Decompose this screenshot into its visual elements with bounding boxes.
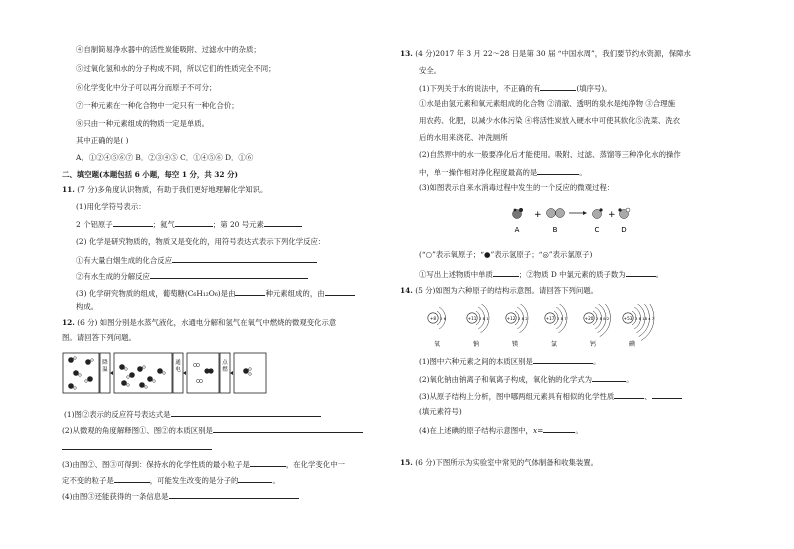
nucleus-charge: +20	[584, 315, 594, 321]
q10-option-4: ④自制简易净水器中的活性炭能吸附、过滤水中的杂质；	[76, 45, 261, 54]
q13-part1	[419, 82, 612, 94]
q14-part3-blank-1[interactable]	[614, 390, 644, 399]
q13-legend: (“○”表示氧原子；“●”表示氢原子；“◎”表示氯原子)	[419, 250, 593, 259]
q11-symbols-line	[76, 218, 302, 230]
q14-part4-label: (4)在上述碘的原子结构示意图中，	[419, 426, 533, 435]
electron-counts: 2 8 18 x 7	[635, 315, 655, 321]
svg-text:+: +	[534, 210, 542, 220]
q13-part2-cont-label: 中，单一操作相对净化程度最高的是	[419, 168, 538, 177]
q13-stem-cont: 安全。	[419, 66, 442, 75]
q14-part1-blank[interactable]	[533, 355, 593, 364]
q12-stem-text: (6 分) 如图分别是水蒸气液化，水通电分解和氢气在氧气中燃烧的微观变化示意	[77, 318, 337, 327]
atom-diagram-2	[467, 304, 489, 348]
q13-part1-hint: (填序号)。	[576, 84, 612, 93]
q14-part3-label: (3)从原子结构上分析，图中哪两组元素具有相似的化学性质	[419, 392, 615, 401]
q12-part1-label: (1)图②表示的反应符号表达式是	[64, 410, 171, 419]
q11-he-label: ；氦气	[152, 220, 175, 229]
q12-smallest-particle-blank[interactable]	[250, 458, 286, 467]
q14-part2-blank[interactable]	[592, 373, 626, 382]
electrolysis-label-2: 电	[175, 367, 181, 373]
q12-part4-blank[interactable]	[169, 490, 299, 499]
electron-counts: 2 8 1	[479, 315, 489, 321]
element-name: 镁	[511, 341, 519, 348]
q11-stem-text: (7 分)多角度认识物质，有助于我们更好地理解化学知识。	[77, 185, 268, 194]
q13-part2-blank[interactable]	[537, 166, 579, 175]
q12-part4	[62, 490, 299, 502]
gas-molecules	[193, 363, 213, 382]
q15-number: 15.	[400, 458, 413, 467]
nucleus-charge: +53	[623, 315, 633, 321]
q12-part2-blank-2[interactable]	[62, 441, 212, 450]
q14-part2-label: (2)氧化钠由钠离子和氧离子构成，氧化钠的化学式为	[419, 375, 593, 384]
q11-element20-label: ；第 20 号元素	[212, 220, 264, 229]
q13-option-line-2: 用农药、化肥，以减少水体污染 ④将活性炭放入硬水中可使其软化⑤洗菜、洗衣	[419, 116, 681, 125]
q11-part1: (1)用化学符号表示：	[76, 202, 146, 211]
q12-part2-continued	[62, 441, 212, 453]
q12-part2-label: (2)从微观的角度解释图①、图②的本质区别是	[62, 426, 213, 435]
nucleus-charge: +17	[545, 315, 555, 321]
q11-glucose-label: (3) 化学研究物质的组成，葡萄糖(C₆H₁₂O₆)是由	[76, 289, 236, 298]
q11-decomposition-line	[76, 270, 308, 282]
element-name: 氧	[433, 341, 441, 348]
q14-part3-blank-2[interactable]	[652, 390, 682, 399]
element-name: 钠	[472, 341, 480, 348]
q14-part2	[419, 373, 633, 385]
cooling-label-1: 降	[102, 360, 108, 366]
q12-part1-blank[interactable]	[171, 408, 321, 417]
q11-part2: (2) 化学是研究物质的，物质又是变化的，用符号表达式表示下列化学反应：	[76, 237, 326, 246]
q11-white-smoke-blank[interactable]	[172, 254, 317, 263]
electron-counts: 2 8 2	[518, 315, 528, 321]
section-2-heading: 二、填空题(本题包括 6 小题，每空 1 分，共 32 分)	[62, 170, 239, 179]
liquid-molecules	[119, 364, 165, 388]
atom-diagram-1	[428, 307, 447, 348]
molecule-label-c: C	[594, 226, 600, 234]
q10-option-8: ⑧只由一种元素组成的物质一定是单质。	[76, 119, 210, 128]
element-name: 氯	[550, 341, 558, 348]
product-molecules	[243, 368, 251, 376]
q13-part3: (3)如图表示自来水消毒过程中发生的一个反应的微观过程：	[419, 183, 615, 192]
q10-stem: 其中正确的是( )	[76, 136, 129, 145]
q13-stem	[400, 49, 691, 59]
q10-option-5: ⑤过氧化氢和水的分子构成不同，所以它们的性质完全不同；	[76, 64, 276, 73]
q14-part4	[419, 424, 583, 436]
q11-glucose-elements-blank[interactable]	[235, 287, 265, 296]
q14-stem-text: (5 分)如图为六种原子的结构示意图。请回答下列问题。	[415, 286, 599, 295]
q13-part1-blank[interactable]	[540, 82, 576, 91]
q11-glucose-line	[76, 287, 355, 299]
q13-part1-label: (1)下列关于水的说法中，不正确的有	[419, 84, 541, 93]
q13-stem-text: (4 分)2017 年 3 月 22～28 日是第 30 届 “中国水周”，我们要节约水资源，保障水	[415, 49, 691, 58]
q12-may-change-blank[interactable]	[238, 474, 272, 483]
q13-proton-blank[interactable]	[626, 268, 656, 277]
q11-decomposition-label: ②有水生成的分解反应	[76, 272, 150, 281]
q10-option-6: ⑥化学变化中分子可以再分而原子不可分；	[76, 83, 217, 92]
electron-counts: 2 8 7	[557, 315, 567, 321]
q13-part3-questions	[419, 268, 663, 280]
q13-simple-substance-label: ①写出上述物质中单质	[419, 270, 493, 279]
q14-x-label: x=	[532, 426, 544, 435]
q14-part3	[419, 390, 682, 402]
q14-part4-end: 。	[575, 426, 583, 435]
q13-part2-cont	[419, 166, 587, 178]
q13-number: 13.	[400, 49, 413, 58]
nucleus-charge: +11	[467, 315, 477, 321]
q11-he-blank[interactable]	[175, 218, 213, 227]
q12-part2	[62, 424, 363, 436]
q10-option-7: ⑦一种元素在一种化合物中一定只有一种化合价；	[76, 101, 239, 110]
q13-part2-end: 。	[579, 168, 587, 177]
q14-stem	[400, 286, 598, 296]
q11-stem	[62, 185, 267, 195]
q11-decomposition-blank[interactable]	[150, 270, 308, 279]
q11-glucose-particles-blank[interactable]	[325, 287, 355, 296]
element-name: 钙	[589, 341, 597, 348]
q14-x-blank[interactable]	[543, 424, 575, 433]
q12-part3-end: 。	[272, 476, 280, 485]
q12-micro-diagram	[62, 349, 272, 399]
q13-part2: (2)自然界中的水一般要净化后才能使用。吸附、过滤、蒸馏等三种净化水的操作	[419, 150, 681, 159]
q11-number: 11.	[62, 185, 75, 194]
q12-part3-label: (3)由图②、图③可得到：保持水的化学性质的最小粒子是	[62, 460, 250, 469]
vapor-molecules	[68, 357, 93, 390]
q14-part3-hint: (填元素符号)	[419, 407, 462, 416]
molecule-label-b: B	[552, 226, 558, 234]
q11-al-atoms-label: 2 个铝原子	[76, 220, 113, 229]
molecule-label-a: A	[514, 226, 520, 234]
q11-constitution: 构成。	[76, 302, 99, 311]
q14-part1-end: 。	[592, 357, 601, 366]
q11-al-atoms-blank[interactable]	[113, 218, 153, 227]
electron-counts: 2 8 8 2	[596, 315, 610, 321]
q12-part2-blank[interactable]	[213, 424, 363, 433]
q14-part3-sep: 、	[644, 392, 652, 401]
atom-diagram-6	[623, 304, 655, 348]
panel-3-box	[187, 353, 219, 393]
q14-atom-diagrams	[421, 304, 656, 352]
atom-diagram-5	[584, 304, 611, 348]
q11-element20-blank[interactable]	[264, 218, 302, 227]
q12-part1	[64, 408, 321, 420]
q12-part3	[62, 458, 345, 470]
q12-part3-line2	[62, 474, 280, 486]
atom-diagram-4	[545, 304, 567, 348]
svg-text:+: +	[608, 210, 616, 220]
q14-part2-end: 。	[626, 375, 634, 384]
q13-option-line-3: 后的水用来浇花、冲洗厕所	[419, 133, 508, 142]
q11-white-smoke-label: ①有大量白烟生成的化合反应	[76, 256, 173, 265]
electrolysis-label-1: 通	[175, 360, 181, 366]
q13-proton-label: ；②物质 D 中氯元素的质子数为	[518, 270, 626, 279]
ignition-label-1: 点	[222, 360, 228, 366]
q13-option-line-1: ①水是由氢元素和氧元素组成的化合物 ②清澈、透明的泉水是纯净物 ③合理施	[419, 99, 675, 108]
nucleus-charge: +12	[506, 315, 516, 321]
ignition-label-2: 燃	[222, 367, 228, 373]
q12-number: 12.	[62, 318, 75, 327]
q12-unchanged-label: 定不变的粒子是	[62, 476, 114, 485]
q15-stem	[400, 458, 598, 468]
q11-glucose-made-of: 种元素组成的，由	[265, 289, 325, 298]
q14-part1	[419, 355, 600, 367]
q13-simple-substance-blank[interactable]	[493, 268, 519, 277]
element-name: 碘	[628, 341, 636, 348]
molecule-label-d: D	[621, 226, 627, 234]
q14-number: 14.	[400, 286, 413, 295]
q14-part1-label: (1)图中六种元素之间的本质区别是	[419, 357, 533, 366]
q13-part3-end: 。	[655, 270, 664, 279]
q12-unchanged-blank[interactable]	[114, 474, 150, 483]
q15-stem-text: (6 分)下图所示为实验室中常见的气体制备和收集装置。	[415, 458, 599, 467]
q12-part4-label: (4)由图③还能获得的一条信息是	[62, 492, 169, 501]
q12-stem-cont: 图。请回答下列问题。	[62, 333, 136, 342]
q12-stem	[62, 318, 336, 328]
q12-part3-cont: ，在化学变化中一	[285, 460, 345, 469]
q10-choices: A．①②④⑤⑥⑦ B．②③④⑤ C．①④⑤⑥ D．①⑥	[76, 153, 254, 162]
nucleus-charge: +8	[429, 315, 437, 321]
q11-white-smoke-line	[76, 254, 317, 266]
q12-may-change-label: ，可能发生改变的是分子的	[149, 476, 239, 485]
electron-counts: 2 6	[440, 315, 447, 321]
atom-diagram-3	[506, 304, 528, 348]
q13-reaction-diagram	[507, 202, 637, 234]
cooling-label-2: 温	[102, 367, 108, 373]
